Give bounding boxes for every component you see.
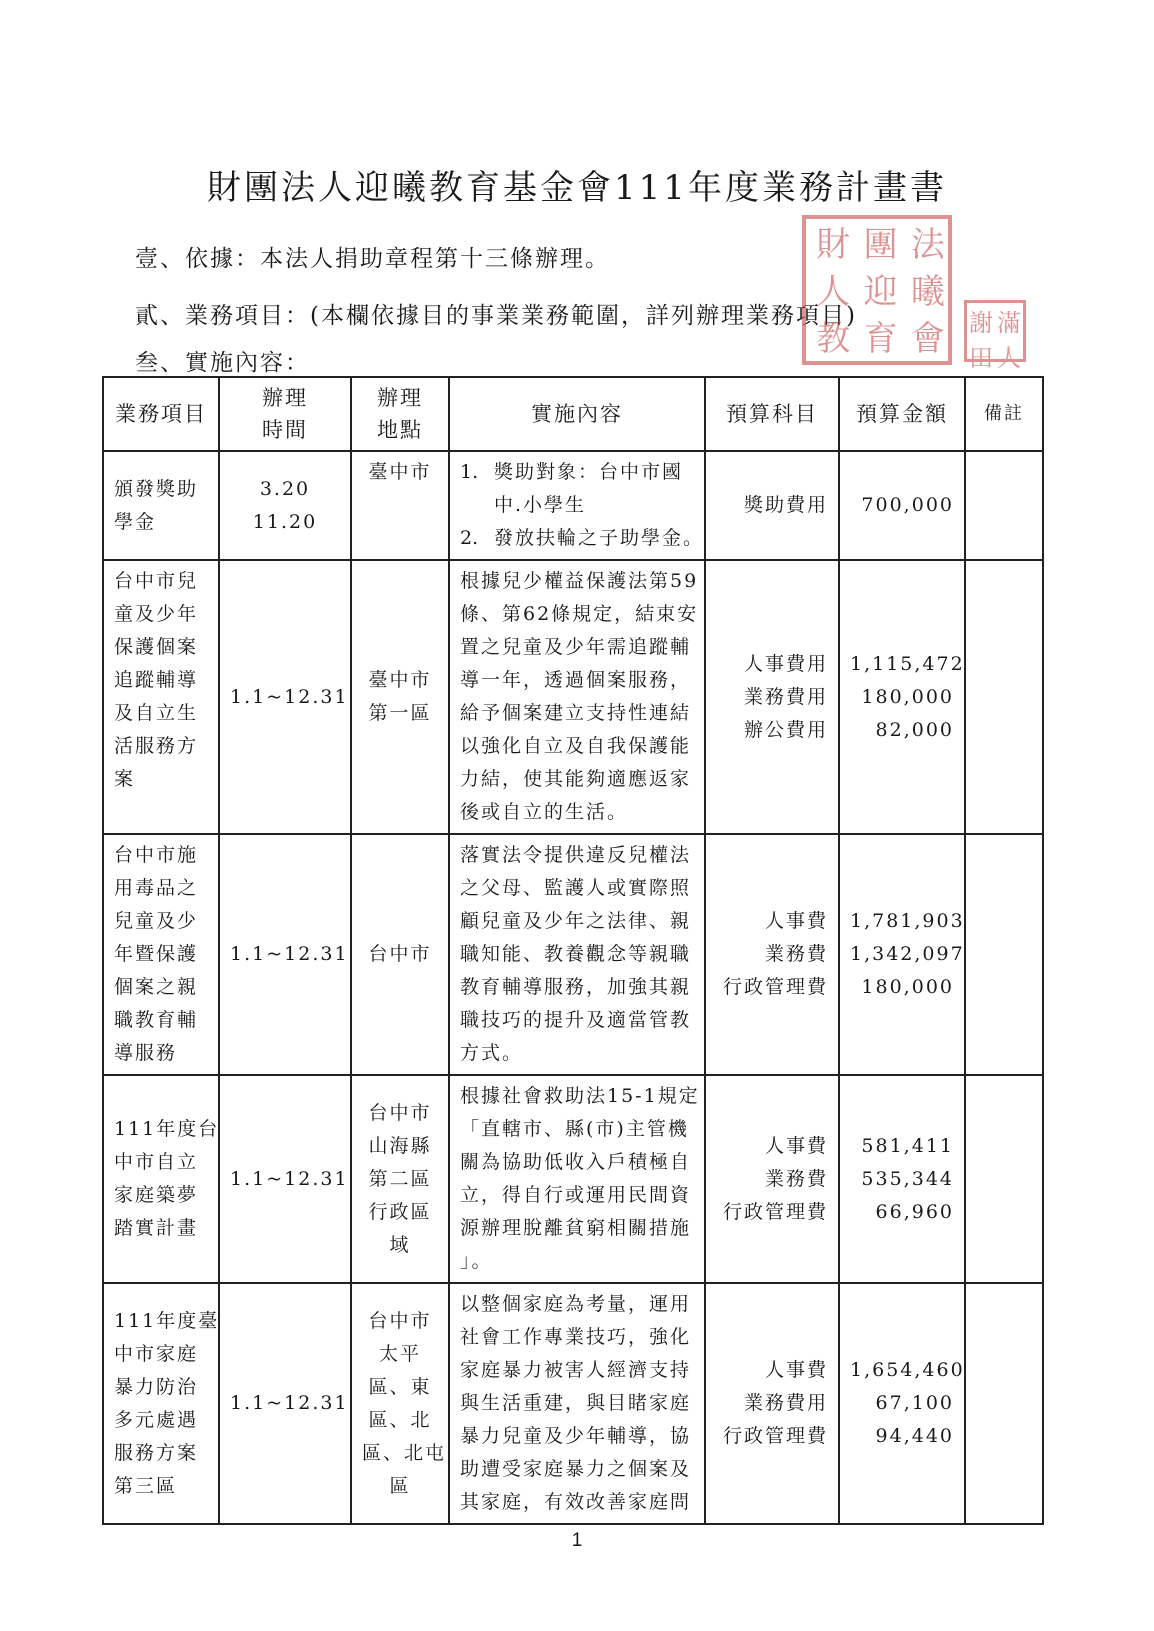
seal-char: 迎 [857, 272, 897, 307]
cell-amount: 1,781,903 1,342,097 180,000 [839, 834, 965, 1075]
table-row [103, 1075, 1043, 1283]
cell-amount: 581,411 535,344 66,960 [839, 1075, 965, 1283]
section-basis: 壹、依據：本法人捐助章程第十三條辦理。 [135, 246, 610, 272]
table-header-row [103, 377, 1043, 451]
cell-item: 台中市兒 童及少年 保護個案 追蹤輔導 及自立生 活服務方 案 [103, 560, 219, 834]
page-number: 1 [571, 1530, 583, 1551]
cell-account: 人事費 業務費用 行政管理費 [705, 1283, 839, 1524]
cell-place: 台中市 山海縣 第二區 行政區 域 [351, 1075, 449, 1283]
cell-note [965, 834, 1043, 1075]
header-note: 備註 [965, 377, 1043, 451]
cell-amount: 1,654,460 67,100 94,440 [839, 1283, 965, 1524]
header-content: 實施內容 [449, 377, 705, 451]
seal-char: 人 [809, 272, 850, 307]
header-account: 預算科目 [705, 377, 839, 451]
seal-char: 會 [904, 320, 945, 355]
cell-content: 落實法令提供違反兒權法 之父母、監護人或實際照 顧兒童及少年之法律、親 職知能、教養觀念等親職 教育輔導服務，加強其親 職技巧的提升及適當管教 方式。 [449, 834, 705, 1075]
seal-char: 財 [809, 225, 850, 260]
header-place: 辦理 地點 [351, 377, 449, 451]
seal-char: 團 [857, 225, 897, 260]
table-row [103, 560, 1043, 834]
header-item: 業務項目 [103, 377, 219, 451]
seal-char: 謝 [969, 309, 993, 337]
seal-char: 教 [809, 320, 850, 355]
cell-time: 1.1~12.31 [219, 1075, 351, 1283]
cell-amount: 700,000 [839, 451, 965, 560]
cell-time: 1.1~12.31 [219, 560, 351, 834]
cell-content: 根據社會救助法15-1規定 「直轄市、縣(市)主管機 關為協助低收入戶積極自 立，得自行或運用民間資 源辦理脫離貧窮相關措施 」。 [449, 1075, 705, 1283]
cell-item: 頒發獎助 學金 [103, 451, 219, 560]
cell-note [965, 1075, 1043, 1283]
foundation-seal-stamp [802, 215, 952, 365]
cell-item: 台中市施 用毒品之 兒童及少 年暨保護 個案之親 職教育輔 導服務 [103, 834, 219, 1075]
cell-content: 根據兒少權益保護法第59 條、第62條規定，結束安 置之兒童及少年需追蹤輔 導一年，透過個案服務， 給予個案建立支持性連結 以強化自立及自我保護能 力結，使其能夠適應返家 後或自立的生活。 [449, 560, 705, 834]
cell-place: 台中市 太平 區、東 區、北 區、北屯 區 [351, 1283, 449, 1524]
page-title: 財團法人迎曦教育基金會111年度業務計畫書 [207, 168, 947, 208]
cell-amount: 1,115,472 180,000 82,000 [839, 560, 965, 834]
header-amount: 預算金額 [839, 377, 965, 451]
cell-content: 1. 獎助對象：台中市國 中.小學生 2. 發放扶輪之子助學金。 [449, 451, 705, 560]
cell-place: 台中市 [351, 834, 449, 1075]
seal-char: 法 [904, 225, 945, 260]
cell-place: 臺中市 [351, 451, 449, 560]
cell-time: 3.20 11.20 [219, 451, 351, 560]
business-plan-table [102, 376, 1044, 1525]
cell-item: 111年度台 中市自立 家庭築夢 踏實計畫 [103, 1075, 219, 1283]
cell-item: 111年度臺 中市家庭 暴力防治 多元處遇 服務方案 第三區 [103, 1283, 219, 1524]
header-time: 辦理 時間 [219, 377, 351, 451]
table-row [103, 451, 1043, 560]
seal-char: 人 [997, 344, 1021, 372]
chairman-seal-stamp [964, 300, 1026, 372]
cell-account: 獎助費用 [705, 451, 839, 560]
cell-time: 1.1~12.31 [219, 1283, 351, 1524]
table-row [103, 1283, 1043, 1524]
cell-note [965, 560, 1043, 834]
seal-char: 曦 [904, 272, 945, 307]
seal-char: 田 [969, 344, 993, 372]
cell-note [965, 1283, 1043, 1524]
cell-content: 以整個家庭為考量，運用 社會工作專業技巧，強化 家庭暴力被害人經濟支持 與生活重建，與目睹家庭 暴力兒童及少年輔導，協 助遭受家庭暴力之個案及 其家庭，有效改善家庭問 [449, 1283, 705, 1524]
section-business-items: 貳、業務項目：(本欄依據目的事業業務範圍，詳列辦理業務項目) [135, 303, 857, 329]
seal-char: 滿 [997, 309, 1021, 337]
cell-time: 1.1~12.31 [219, 834, 351, 1075]
seal-char: 育 [857, 320, 897, 355]
cell-account: 人事費用 業務費用 辦公費用 [705, 560, 839, 834]
table-row [103, 834, 1043, 1075]
cell-account: 人事費 業務費 行政管理費 [705, 834, 839, 1075]
cell-place: 臺中市 第一區 [351, 560, 449, 834]
cell-account: 人事費 業務費 行政管理費 [705, 1075, 839, 1283]
cell-note [965, 451, 1043, 560]
section-implementation: 叁、實施內容： [135, 350, 310, 376]
